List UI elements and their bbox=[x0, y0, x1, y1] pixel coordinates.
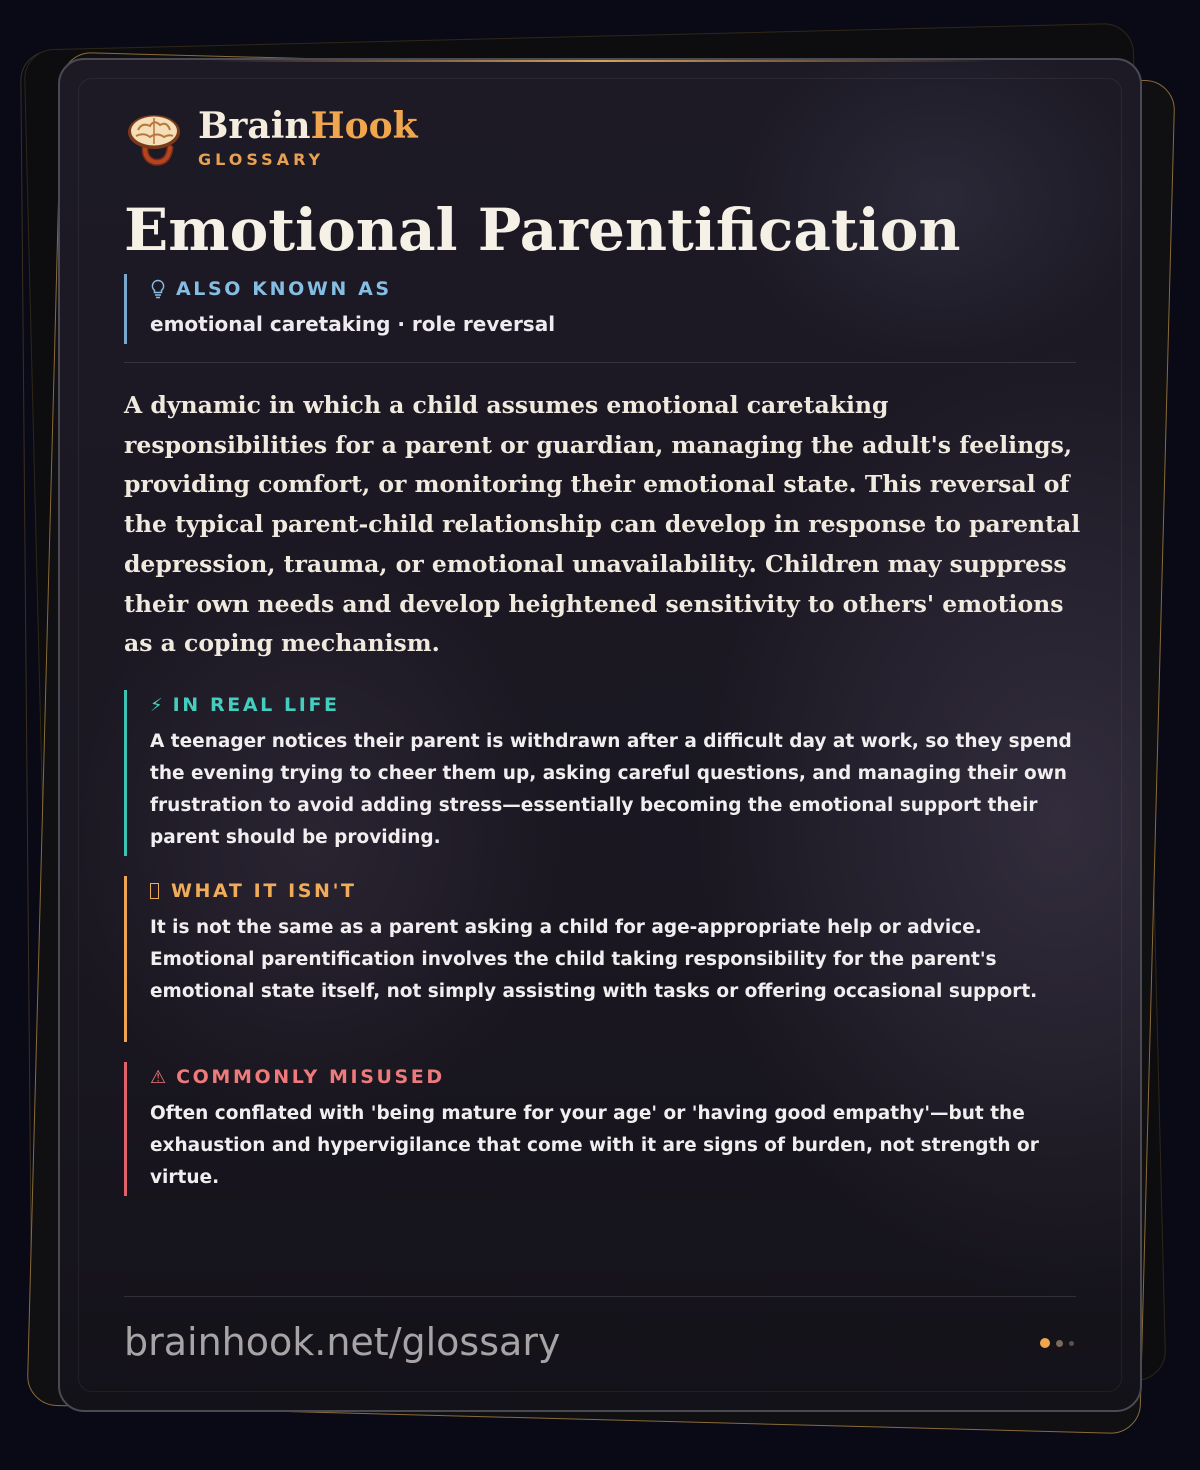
in-real-life-label-text: IN REAL LIFE bbox=[172, 694, 340, 716]
also-known-as-label-text: ALSO KNOWN AS bbox=[176, 278, 392, 300]
card-top-glow bbox=[210, 60, 990, 62]
brain-hook-logo-icon bbox=[124, 108, 184, 168]
warning-icon: ⚠ bbox=[150, 1066, 167, 1088]
what-it-isnt-text: It is not the same as a parent asking a child for age-appropriate help or advice. Emotional parentification involves the child taking responsibility for the parent's emotional state itself, not simply assisting with tasks or offering occasional support. bbox=[150, 917, 1038, 1002]
also-known-as-values: emotional caretaking · role reversal bbox=[150, 312, 556, 336]
what-it-isnt-label bbox=[150, 880, 1084, 902]
commonly-misused-text: Often conflated with 'being mature for your age' or 'having good empathy'—but the exhaustion and hypervigilance that come with it are signs of burden, not strength or virtue. bbox=[150, 1103, 1039, 1188]
in-real-life-section bbox=[124, 690, 1084, 856]
pagination-dots bbox=[1034, 1338, 1074, 1348]
what-it-isnt-label-text: WHAT IT ISN'T bbox=[171, 880, 357, 902]
missing-glyph-icon bbox=[150, 883, 159, 899]
also-known-as-section bbox=[124, 274, 1110, 344]
term-title: Emotional Parentification bbox=[124, 196, 961, 264]
lightning-icon: ⚡ bbox=[150, 694, 163, 716]
glossary-card bbox=[58, 58, 1142, 1412]
brand-subtitle: GLOSSARY bbox=[198, 150, 325, 169]
lightbulb-icon bbox=[150, 279, 166, 299]
term-definition: A dynamic in which a child assumes emotional caretaking responsibilities for a parent or guardian, managing the adult's feelings, providing comfort, or monitoring their emotional state. This reversal of the typical parent-child relationship can develop in response to parental depression, trauma, or emotional unavailability. Children may suppress their own needs and develop heightened sensitivity to others' emotions as a coping mechanism. bbox=[124, 391, 1081, 658]
footer-divider bbox=[124, 1296, 1076, 1297]
commonly-misused-label bbox=[150, 1066, 1084, 1088]
in-real-life-label bbox=[150, 694, 1084, 716]
commonly-misused-section bbox=[124, 1062, 1084, 1196]
commonly-misused-label-text: COMMONLY MISUSED bbox=[176, 1066, 445, 1088]
brand-name-hook: Hook bbox=[310, 105, 418, 147]
in-real-life-text: A teenager notices their parent is withdrawn after a difficult day at work, so they spend the evening trying to cheer them up, asking careful questions, and managing their own frustration to avoid adding stress—essentially becoming the emotional support their parent should be providing. bbox=[150, 731, 1072, 848]
what-it-isnt-section bbox=[124, 876, 1084, 1042]
pagination-dot-active[interactable] bbox=[1040, 1338, 1050, 1348]
pagination-dot[interactable] bbox=[1069, 1341, 1074, 1346]
footer-url[interactable]: brainhook.net/glossary bbox=[124, 1320, 561, 1364]
also-known-as-label bbox=[150, 278, 1110, 300]
brand-name bbox=[198, 106, 418, 146]
pagination-dot[interactable] bbox=[1056, 1340, 1063, 1347]
divider bbox=[124, 362, 1076, 363]
brand-name-brain: Brain bbox=[198, 105, 311, 147]
brand-header bbox=[124, 106, 418, 169]
